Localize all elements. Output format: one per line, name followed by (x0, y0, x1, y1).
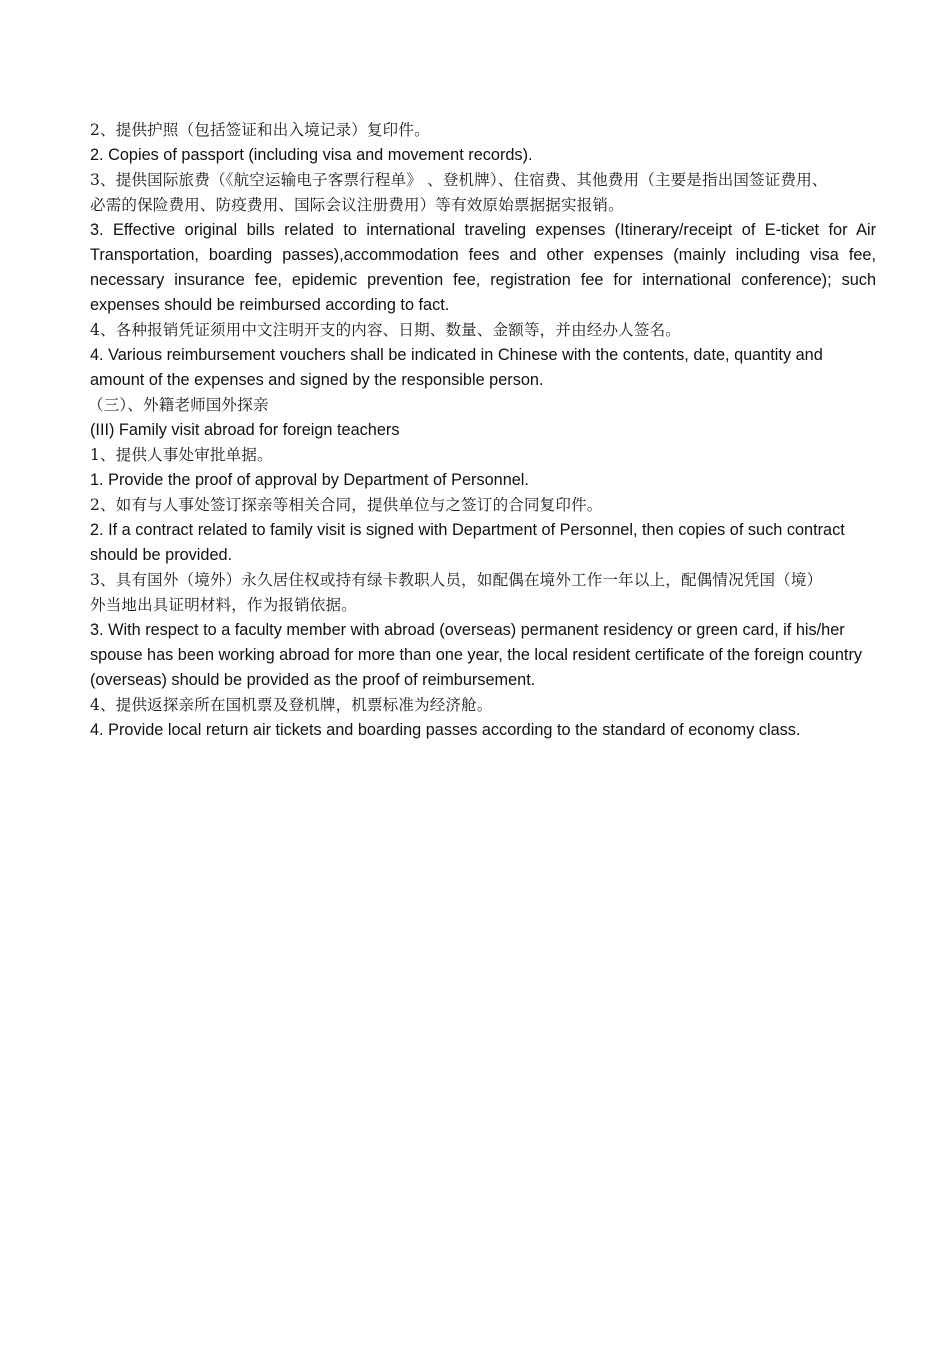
passport-item-en: 2. Copies of passport (including visa and movement records). (90, 146, 533, 164)
travel-expenses-item-cn: 3、提供国际旅费（《航空运输电子客票行程单》 、登机牌）、住宿费、其他费用（主要是指出国签证费用、必需的保险费用、防疫费用、国际会议注册费用）等有效原始票据据实报销。 (90, 171, 828, 214)
document-page (90, 118, 876, 743)
contract-item-en: 2. If a contract related to family visit is signed with Department of Personnel, then copies of such contract should be provided. (90, 521, 845, 564)
section-heading-en: (III) Family visit abroad for foreign teachers (90, 421, 400, 439)
vouchers-item-cn: 4、各种报销凭证须用中文注明开支的内容、日期、数量、金额等，并由经办人签名。 (90, 321, 681, 339)
passport-item-cn: 2、提供护照（包括签证和出入境记录）复印件。 (90, 121, 430, 139)
travel-expenses-item-en: 3. Effective original bills related to international traveling expenses (Itinerary/receipt of E-ticket for Air Transportation, boarding passes),accommodation fees and other expenses (mainly including visa fee, necessary insurance fee, epidemic prevention fee, registration fee for international conference); such expenses should be reimbursed according to fact. (90, 221, 876, 314)
residency-item-en: 3. With respect to a faculty member with abroad (overseas) permanent residency or green card, if his/her spouse has been working abroad for more than one year, the local resident certificate of the foreign country (overseas) should be provided as the proof of reimbursement. (90, 621, 863, 689)
air-tickets-item-en: 4. Provide local return air tickets and boarding passes according to the standard of economy class. (90, 721, 801, 739)
air-tickets-item-cn: 4、提供返探亲所在国机票及登机牌，机票标准为经济舱。 (90, 696, 493, 714)
residency-item-cn: 3、具有国外（境外）永久居住权或持有绿卡教职人员，如配偶在境外工作一年以上，配偶情况凭国（境）外当地出具证明材料，作为报销依据。 (90, 571, 815, 614)
approval-item-cn: 1、提供人事处审批单据。 (90, 446, 273, 464)
approval-item-en: 1. Provide the proof of approval by Department of Personnel. (90, 471, 529, 489)
contract-item-cn: 2、如有与人事处签订探亲等相关合同，提供单位与之签订的合同复印件。 (90, 496, 603, 514)
vouchers-item-en: 4. Various reimbursement vouchers shall be indicated in Chinese with the contents, date, quantity and amount of the expenses and signed by the responsible person. (90, 346, 823, 389)
section-heading-cn: （三）、外籍老师国外探亲 (88, 396, 269, 414)
